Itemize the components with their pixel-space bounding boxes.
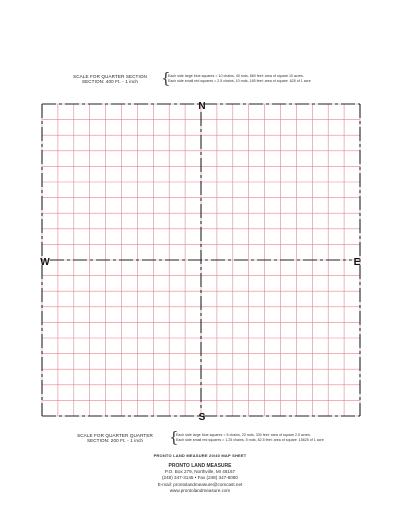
bottom-scale-title: SCALE FOR QUARTER QUARTER	[77, 433, 153, 438]
top-scale-red-note: Each side small red squares = 2.5 chains, 10 rods, 165 feet: area of square .625 of 1 acre	[168, 78, 311, 83]
bottom-scale-label	[60, 433, 170, 444]
top-scale-ratio: SECTION: 400 Ft. - 1 inch	[81, 79, 139, 85]
company-website: www.prontolandmeasure.com	[169, 487, 231, 493]
north-label: N	[198, 101, 206, 112]
company-phone: (248) 347-3145 • Fax (248) 347-6080	[162, 475, 238, 481]
bottom-scale-ratio: SECTION: 200 Ft. - 1 inch	[86, 438, 144, 444]
west-label: W	[40, 257, 50, 268]
company-name: PRONTO LAND MEASURE	[168, 463, 232, 469]
footer	[0, 463, 400, 494]
company-email: E-mail: prontolandmeasure@comcast.net	[157, 481, 243, 487]
top-scale-brace: {	[161, 69, 171, 87]
bottom-scale-red-note: Each side small red squares = 1.25 chains, 5 rods, 82.5 feet: area of square .15625 of 1 acre	[176, 437, 324, 442]
top-scale-blue-note: Each side large blue squares = 10 chains, 40 rods, 660 feet: area of square 10 acres.	[168, 74, 304, 78]
bottom-scale-brace: {	[169, 428, 179, 446]
company-address: P.O. Box 279, Northville, MI 48167	[164, 469, 236, 475]
south-label: S	[198, 412, 206, 423]
east-label: E	[353, 257, 361, 268]
top-scale-title: SCALE FOR QUARTER SECTION	[73, 74, 147, 79]
bottom-scale-blue-note: Each side large blue squares = 5 chains, 20 rods, 330 feet: area of square 2.5 acres.	[176, 433, 311, 437]
sheet-title: PRONTO LAND MEASURE 20/40 MAP SHEET	[153, 453, 247, 458]
bottom-scale-notes	[176, 433, 324, 443]
